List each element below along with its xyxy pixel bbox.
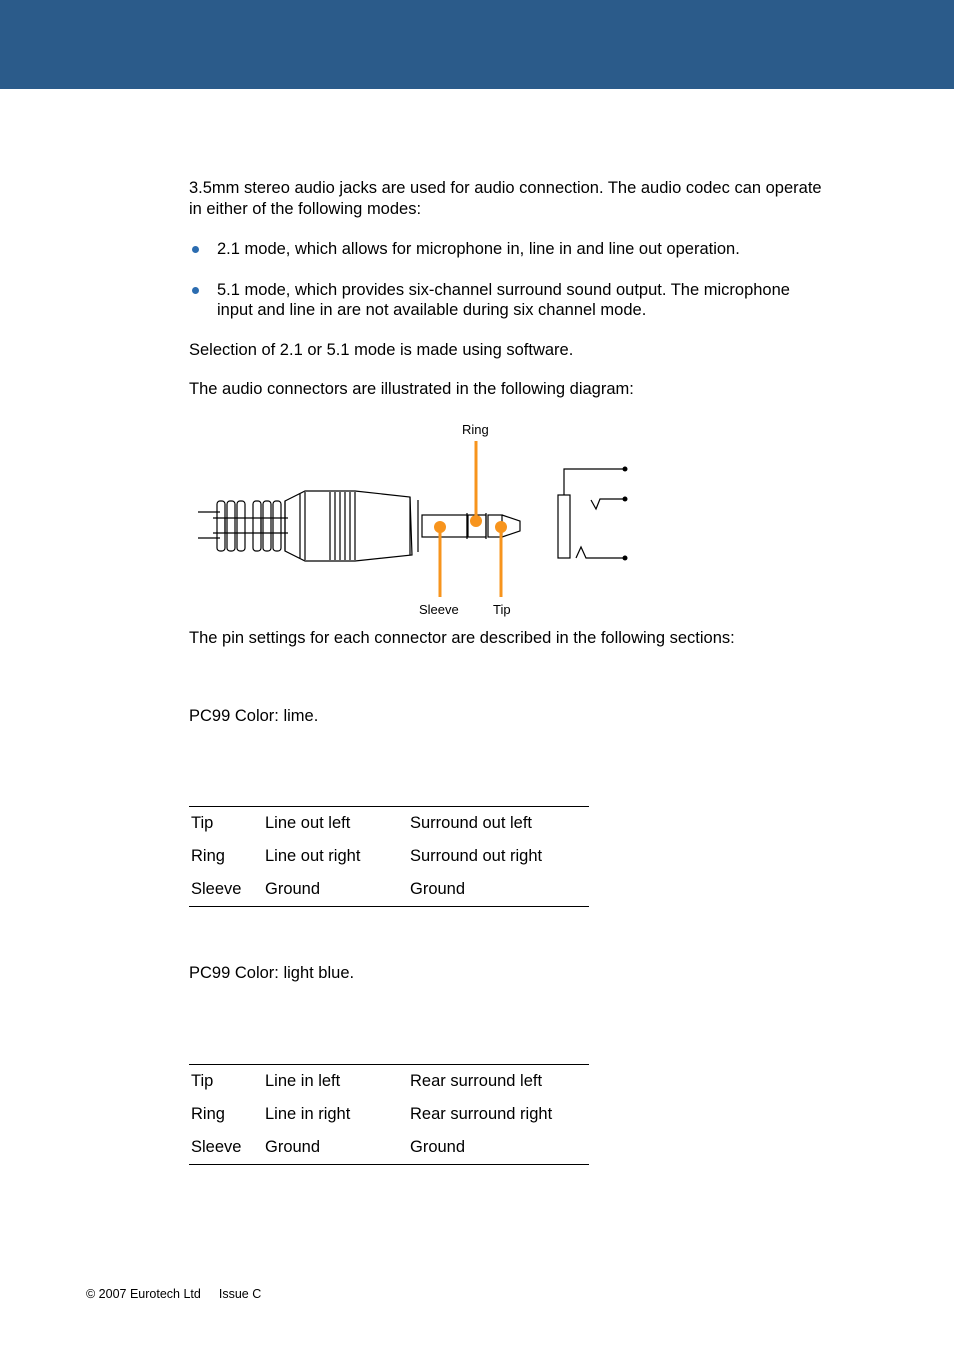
pin-table-lime xyxy=(189,806,589,907)
bullet-dot xyxy=(192,246,199,253)
intro-paragraph xyxy=(189,178,879,220)
pin-cell: Sleeve xyxy=(191,1138,242,1156)
diagram-intro-text: The audio connectors are illustrated in the following diagram: xyxy=(189,380,634,398)
mode-2-1-cell: Ground xyxy=(265,1138,321,1156)
mode-item-2-1 xyxy=(217,239,857,259)
tip-label: Tip xyxy=(493,602,511,617)
mode-5-1-cell: Ground xyxy=(410,880,466,898)
pin-cell: Tip xyxy=(191,814,214,832)
mode-item-5-1 xyxy=(217,280,857,320)
header-band xyxy=(0,0,954,89)
audio-jack-diagram xyxy=(180,415,640,625)
table-row xyxy=(189,873,589,907)
mode-5-1-cell: Surround out right xyxy=(410,847,543,865)
pin-settings-text: The pin settings for each connector are described in the following sections: xyxy=(189,629,735,647)
mode-2-1-cell: Line in left xyxy=(265,1072,341,1090)
pin-cell: Sleeve xyxy=(191,880,242,898)
footer xyxy=(86,1287,279,1301)
connector-2-color: PC99 Color: light blue. xyxy=(189,964,355,982)
selection-text: Selection of 2.1 or 5.1 mode is made using software. xyxy=(189,341,574,359)
table-row xyxy=(189,1065,589,1099)
ring-label: Ring xyxy=(462,422,489,437)
mode-2-1-cell: Line out left xyxy=(265,814,351,832)
table-row xyxy=(189,840,589,873)
pin-cell: Tip xyxy=(191,1072,214,1090)
mode-5-1-cell: Rear surround right xyxy=(410,1105,553,1123)
mode-5-1-cell: Rear surround left xyxy=(410,1072,543,1090)
intro-line-1: 3.5mm stereo audio jacks are used for audio connection. The audio codec can operate xyxy=(189,179,822,197)
mode-2-1-cell: Line out right xyxy=(265,847,361,865)
mode-text-line-1: 5.1 mode, which provides six-channel surround sound output. The microphone xyxy=(217,281,790,299)
sleeve-label: Sleeve xyxy=(419,602,459,617)
pin-table-light-blue xyxy=(189,1064,589,1165)
mode-text: 2.1 mode, which allows for microphone in, line in and line out operation. xyxy=(217,240,740,258)
footer-copyright: © 2007 Eurotech Ltd xyxy=(86,1287,201,1301)
table-row xyxy=(189,1098,589,1131)
table-row xyxy=(189,807,589,841)
table-row xyxy=(189,1131,589,1165)
footer-issue: Issue C xyxy=(218,1287,262,1301)
mode-5-1-cell: Ground xyxy=(410,1138,466,1156)
mode-2-1-cell: Ground xyxy=(265,880,321,898)
bullet-dot xyxy=(192,287,199,294)
intro-line-2: in either of the following modes: xyxy=(189,200,422,218)
pin-cell: Ring xyxy=(191,1105,225,1123)
mode-text-line-2: input and line in are not available during six channel mode. xyxy=(217,301,647,319)
mode-5-1-cell: Surround out left xyxy=(410,814,532,832)
mode-2-1-cell: Line in right xyxy=(265,1105,351,1123)
pin-cell: Ring xyxy=(191,847,225,865)
connector-1-color: PC99 Color: lime. xyxy=(189,707,319,725)
